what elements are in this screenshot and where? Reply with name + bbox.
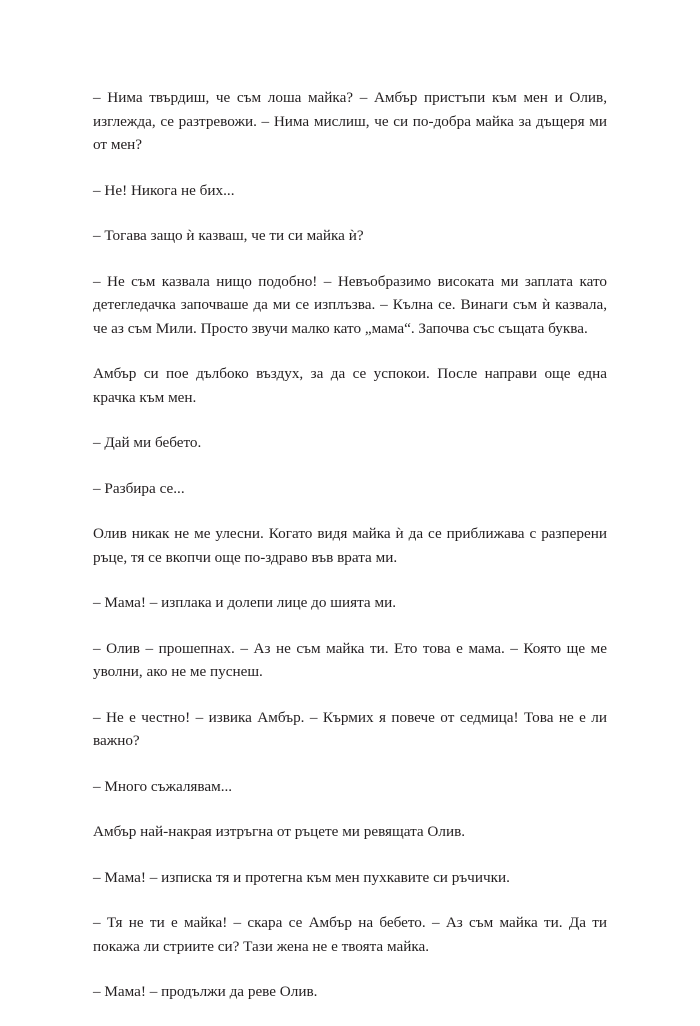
paragraph-14: – Мама! – изписка тя и протегна към мен пухкавите си ръчички. [93, 868, 510, 886]
paragraph-15: – Тя не ти е майка! – скара се Амбър на бебето. – Аз съм майка ти. Да ти покажа ли стриите си? Тази жена не е твоята майка. [93, 914, 607, 955]
paragraph-5: Амбър си пое дълбоко въздух, за да се успокои. После направи още една крачка към мен. [93, 365, 607, 406]
paragraph-9: – Мама! – изплака и долепи лице до шията ми. [93, 594, 397, 611]
paragraph-6: – Дай ми бебето. [93, 434, 202, 451]
paragraph-2: – Не! Никога не бих... [93, 181, 235, 199]
paragraph-4: – Не съм казвала нищо подобно! – Невъобразимо високата ми заплата като детегледачка започваше да ми се изплъзва. – Кълна се. Винаги съм ѝ казвала, че аз съм Мили. Просто звучи малко като „мама“. Започва със същата буква. [93, 272, 607, 337]
paragraph-7: – Разбира се... [93, 479, 185, 497]
paragraph-8: Олив никак не ме улесни. Когато видя майка ѝ да се приближава с разперени ръце, тя се вкопчи още по-здраво във врата ми. [93, 525, 607, 566]
document-page [93, 86, 607, 1026]
paragraph-3: – Тогава защо ѝ казваш, че ти си майка ѝ? [93, 227, 364, 244]
paragraph-16: – Мама! – продължи да реве Олив. [93, 983, 318, 1000]
paragraph-10: – Олив – прошепнах. – Аз не съм майка ти. Ето това е мама. – Която ще ме уволни, ако не ме пуснеш. [93, 639, 607, 680]
paragraph-13: Амбър най-накрая изтръгна от ръцете ми ревящата Олив. [93, 823, 466, 840]
paragraph-12: – Много съжалявам... [93, 777, 233, 795]
paragraph-11: – Не е честно! – извика Амбър. – Кърмих я повече от седмица! Това не е ли важно? [93, 708, 607, 749]
paragraph-1: – Нима твърдиш, че съм лоша майка? – Амбър пристъпи към мен и Олив, изглежда, се разтревожи. – Нима мислиш, че си по-добра майка за дъщеря ми от мен? [93, 89, 607, 153]
